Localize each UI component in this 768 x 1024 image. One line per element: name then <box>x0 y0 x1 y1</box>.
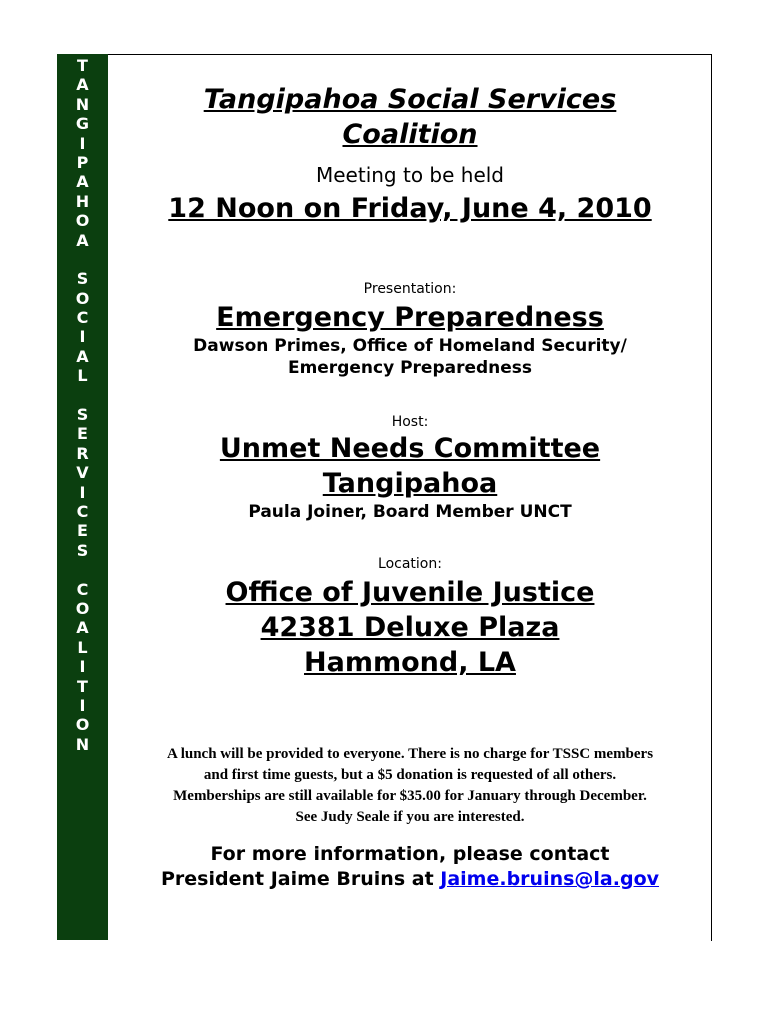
sidebar-letter: G <box>75 114 90 134</box>
host-detail: Paula Joiner, Board Member UNCT <box>248 502 572 522</box>
host-name-1: Unmet Needs Committee <box>219 433 601 464</box>
sidebar-letter: A <box>76 346 89 366</box>
sidebar-letter: O <box>75 715 90 735</box>
sidebar-letter: A <box>76 230 89 250</box>
sidebar-letter: S <box>76 269 89 289</box>
flyer-content <box>110 82 710 892</box>
presentation-detail-1: Dawson Primes, Office of Homeland Security/ <box>193 336 627 356</box>
sidebar-letter: S <box>76 405 89 425</box>
flyer-title <box>110 82 710 152</box>
lunch-note-1: A lunch will be provided to everyone. There is no charge for TSSC members <box>166 746 654 762</box>
sidebar-letter: T <box>77 56 88 75</box>
sidebar-letter: E <box>77 521 88 541</box>
lunch-note-3: Memberships are still available for $35.00 for January through December. <box>173 788 647 804</box>
presentation-detail-2: Emergency Preparedness <box>287 358 533 378</box>
contact-prefix: President Jaime Bruins at <box>160 868 441 890</box>
lunch-note-2: and first time guests, but a $5 donation is requested of all others. <box>203 767 617 783</box>
sidebar-letter: A <box>76 75 89 95</box>
sidebar-letter: C <box>76 501 89 521</box>
vertical-sidebar <box>57 54 108 940</box>
presentation-label: Presentation: <box>363 281 457 297</box>
sidebar-letter: L <box>77 637 88 657</box>
sidebar-letter: N <box>75 94 90 114</box>
meeting-date: 12 Noon on Friday, June 4, 2010 <box>168 193 652 224</box>
sidebar-letter: O <box>75 598 90 618</box>
title-line-2: Coalition <box>342 119 478 150</box>
sidebar-letter: I <box>79 482 86 502</box>
contact-line-2 <box>110 867 710 892</box>
host-name-2: Tangipahoa <box>322 468 498 499</box>
sidebar-letter: H <box>75 191 90 211</box>
sidebar-letter: O <box>75 288 90 308</box>
sidebar-letter: E <box>77 424 88 444</box>
sidebar-letter: C <box>76 308 89 328</box>
lunch-note-4: See Judy Seale if you are interested. <box>295 809 525 825</box>
sidebar-letter: I <box>79 657 86 677</box>
sidebar-letter: P <box>76 152 89 172</box>
meeting-label: Meeting to be held <box>315 163 505 187</box>
sidebar-letter: A <box>76 172 89 192</box>
location-label: Location: <box>378 556 442 572</box>
sidebar-letter: I <box>79 327 86 347</box>
location-line-2: 42381 Deluxe Plaza <box>260 612 560 643</box>
sidebar-letter: L <box>77 366 88 386</box>
sidebar-letter: R <box>76 443 89 463</box>
sidebar-letters <box>57 56 108 754</box>
sidebar-letter: T <box>77 676 88 696</box>
location-line-1: Office of Juvenile Justice <box>225 577 595 608</box>
sidebar-letter: I <box>79 695 86 715</box>
sidebar-letter: S <box>76 540 89 560</box>
title-line-1: Tangipahoa Social Services <box>203 84 617 115</box>
sidebar-letter: C <box>76 579 89 599</box>
location-line-3: Hammond, LA <box>304 647 516 678</box>
contact-email-link[interactable]: Jaime.bruins@la.gov <box>440 868 660 890</box>
contact-line-1: For more information, please contact <box>210 843 610 865</box>
sidebar-letter: A <box>76 618 89 638</box>
sidebar-letter: N <box>75 734 90 754</box>
sidebar-letter: V <box>76 463 89 483</box>
host-label: Host: <box>391 414 429 430</box>
sidebar-letter: I <box>79 133 86 153</box>
sidebar-letter: O <box>75 211 90 231</box>
presentation-title: Emergency Preparedness <box>216 302 604 333</box>
